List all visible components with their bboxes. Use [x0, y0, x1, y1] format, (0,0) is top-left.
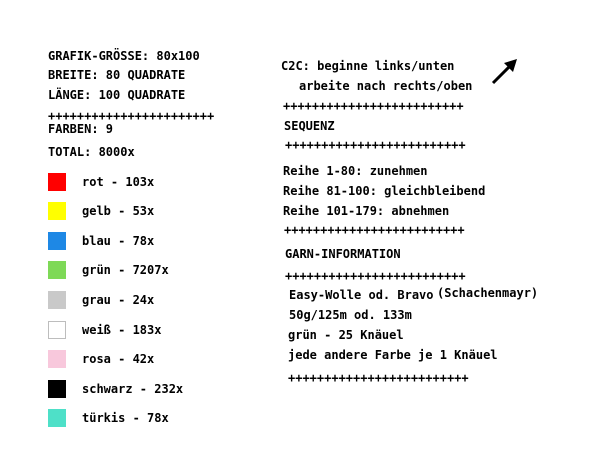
color-swatch — [48, 232, 66, 250]
color-swatch — [48, 321, 66, 339]
color-count-label: blau - 78x — [82, 234, 155, 248]
yarn-type: Easy-Wolle od. Bravo — [289, 288, 434, 302]
row-instruction: Reihe 81-100: gleichbleibend — [283, 184, 486, 198]
divider: +++++++++++++++++++++++ — [48, 109, 215, 123]
color-count-label: schwarz - 232x — [82, 382, 184, 396]
arrow-up-right-icon — [490, 56, 520, 86]
divider: +++++++++++++++++++++++++ — [284, 223, 465, 237]
width-info: BREITE: 80 QUADRATE — [48, 68, 186, 82]
green-amount: grün - 25 Knäuel — [288, 328, 404, 342]
yarn-brand: (Schachenmayr) — [437, 286, 539, 300]
color-swatch — [48, 291, 66, 309]
row-instruction: Reihe 101-179: abnehmen — [283, 204, 450, 218]
color-count-label: weiß - 183x — [82, 323, 162, 337]
divider: +++++++++++++++++++++++++ — [283, 99, 464, 113]
color-swatch — [48, 350, 66, 368]
total-count: TOTAL: 8000x — [48, 145, 135, 159]
row-instruction: Reihe 1-80: zunehmen — [283, 164, 428, 178]
other-amount: jede andere Farbe je 1 Knäuel — [288, 348, 498, 362]
c2c-start: C2C: beginne links/unten — [281, 59, 455, 73]
divider: +++++++++++++++++++++++++ — [288, 371, 469, 385]
color-swatch — [48, 409, 66, 427]
yarn-title: GARN-INFORMATION — [285, 247, 401, 261]
color-swatch — [48, 173, 66, 191]
color-count-label: türkis - 78x — [82, 411, 169, 425]
length-info: LÄNGE: 100 QUADRATE — [48, 88, 186, 102]
colors-count: FARBEN: 9 — [48, 122, 114, 136]
color-count-label: rot - 103x — [82, 175, 155, 189]
color-count-label: gelb - 53x — [82, 204, 155, 218]
color-count-label: rosa - 42x — [82, 352, 155, 366]
yarn-weight: 50g/125m od. 133m — [289, 308, 412, 322]
divider: +++++++++++++++++++++++++ — [285, 138, 466, 152]
color-count-label: grün - 7207x — [82, 263, 169, 277]
color-count-label: grau - 24x — [82, 293, 155, 307]
color-swatch — [48, 202, 66, 220]
divider: +++++++++++++++++++++++++ — [285, 269, 466, 283]
c2c-direction: arbeite nach rechts/oben — [299, 79, 473, 93]
graphic-size: GRAFIK-GRÖSSE: 80x100 — [48, 49, 200, 63]
color-swatch — [48, 261, 66, 279]
color-swatch — [48, 380, 66, 398]
sequence-title: SEQUENZ — [284, 119, 335, 133]
